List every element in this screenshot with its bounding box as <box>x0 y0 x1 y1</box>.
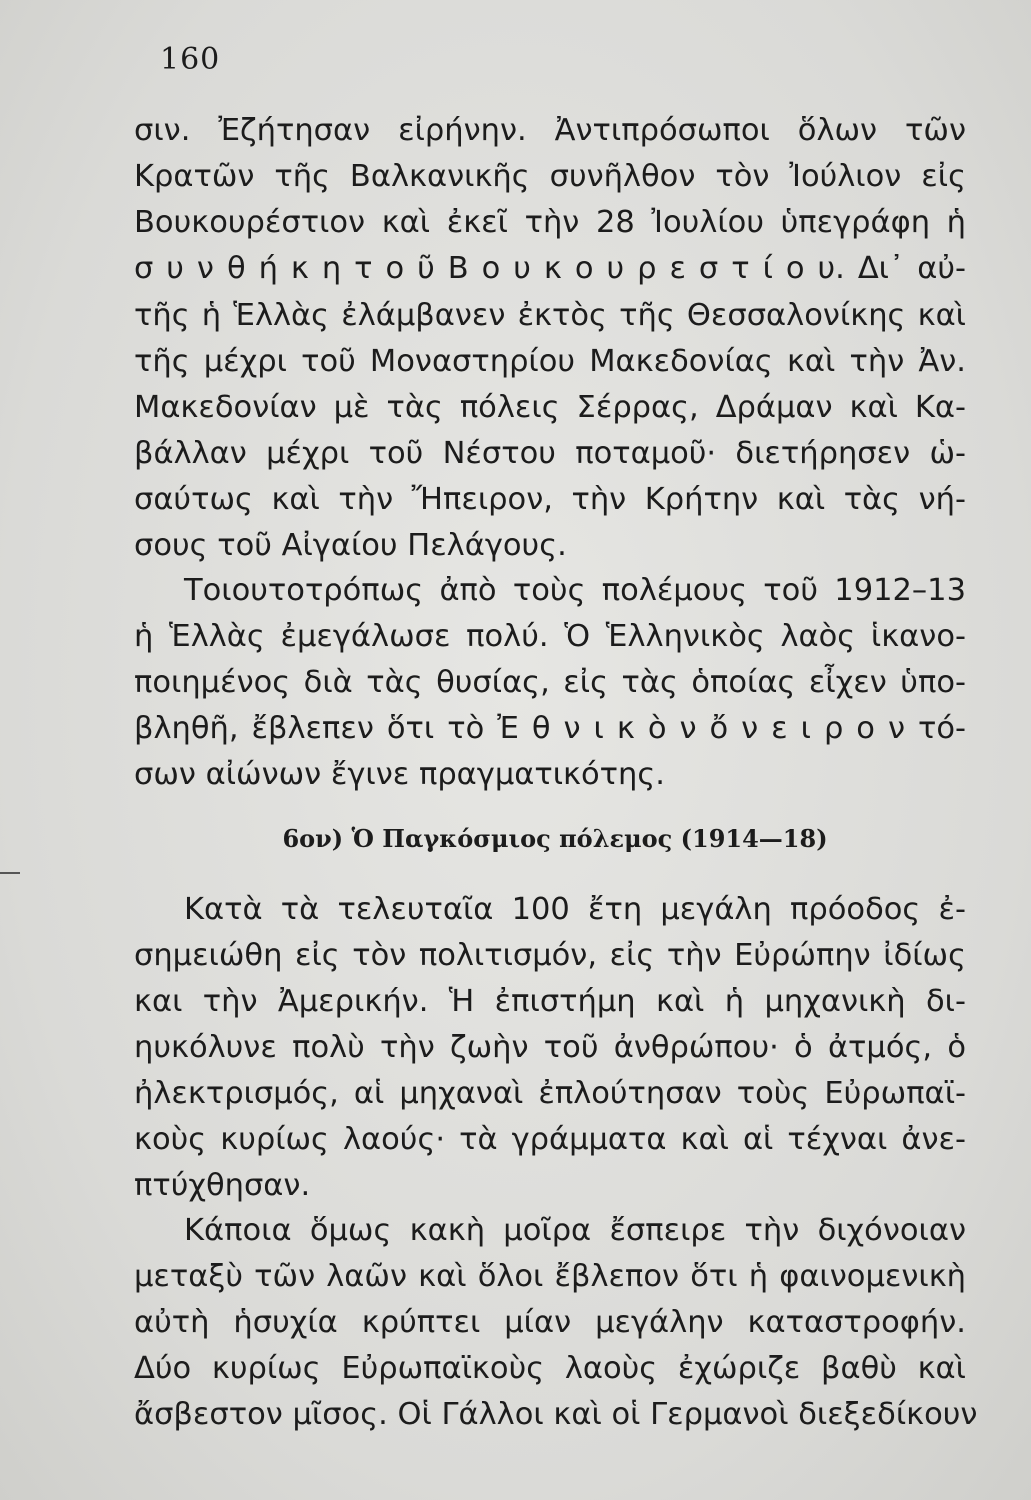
text-line: βληθῆ, ἔβλεπεν ὅτι τὸ Ἐ θ ν ι κ ὸ ν ὄ ν ε ι ρ ο ν τό- <box>134 711 966 746</box>
text-line: βάλλαν μέχρι τοῦ Νέστου ποταμοῦ· διετήρησεν ὡ- <box>134 436 966 471</box>
text-line: κοὺς κυρίως λαούς· τὰ γράμματα καὶ αἱ τέχναι ἀνε- <box>134 1122 966 1157</box>
text-line: τῆς ἡ Ἑλλὰς ἐλάμβανεν ἐκτὸς τῆς Θεσσαλονίκης καὶ <box>134 298 966 333</box>
text-line: Κρατῶν τῆς Βαλκανικῆς συνῆλθον τὸν Ἰούλιον εἰς <box>134 159 966 194</box>
text-line: σημειώθη εἰς τὸν πολιτισμόν, εἰς τὴν Εὐρώπην ἰδίως <box>134 938 966 973</box>
text-line: Δύο κυρίως Εὐρωπαϊκοὺς λαοὺς ἐχώριζε βαθὺ καὶ <box>134 1351 966 1386</box>
text-line: και τὴν Ἀμερικήν. Ἡ ἐπιστήμη καὶ ἡ μηχανικὴ δι- <box>134 984 966 1019</box>
text-line: ἄσβεστον μῖσος. Οἱ Γάλλοι καὶ οἱ Γερμανοὶ διεξεδίκουν <box>134 1397 978 1432</box>
text-line: Κάποια ὅμως κακὴ μοῖρα ἔσπειρε τὴν διχόνοιαν <box>184 1213 966 1248</box>
margin-mark <box>0 872 20 874</box>
text-line: Τοιουτοτρόπως ἀπὸ τοὺς πολέμους τοῦ 1912–13 <box>184 573 966 608</box>
text-line: σ υ ν θ ή κ η τ ο ῦ Β ο υ κ ο υ ρ ε σ τ ί ο υ. Δι᾽ αὐ- <box>134 251 966 286</box>
text-line: σαύτως καὶ τὴν Ἤπειρον, τὴν Κρήτην καὶ τὰς νή- <box>134 482 966 517</box>
text-line: σους τοῦ Αἰγαίου Πελάγους. <box>134 528 567 563</box>
text-line: ἠλεκτρισμός, αἱ μηχαναὶ ἐπλούτησαν τοὺς Εὐρωπαϊ- <box>134 1076 966 1111</box>
text-line: τῆς μέχρι τοῦ Μοναστηρίου Μακεδονίας καὶ τὴν Ἀν. <box>134 344 966 379</box>
text-line: σων αἰώνων ἔγινε πραγματικότης. <box>134 757 665 792</box>
section-heading: 6ον) Ὁ Παγκόσμιος πόλεμος (1914—18) <box>282 824 828 853</box>
text-line: πτύχθησαν. <box>134 1168 311 1203</box>
text-line: ποιημένος διὰ τὰς θυσίας, εἰς τὰς ὁποίας εἶχεν ὑπο- <box>134 665 966 700</box>
text-line: ἡ Ἑλλὰς ἐμεγάλωσε πολύ. Ὁ Ἑλληνικὸς λαὸς ἱκανο- <box>134 619 966 654</box>
text-line: μεταξὺ τῶν λαῶν καὶ ὅλοι ἔβλεπον ὅτι ἡ φαινομενικὴ <box>134 1259 966 1294</box>
page-number: 160 <box>160 42 221 77</box>
text-line: Βουκουρέστιον καὶ ἐκεῖ τὴν 28 Ἰουλίου ὑπεγράφη ἡ <box>134 205 966 240</box>
text-line: Μακεδονίαν μὲ τὰς πόλεις Σέρρας, Δράμαν καὶ Κα- <box>134 390 966 425</box>
text-line: ηυκόλυνε πολὺ τὴν ζωὴν τοῦ ἀνθρώπου· ὁ ἀτμός, ὁ <box>134 1030 966 1065</box>
text-line: Κατὰ τὰ τελευταῖα 100 ἔτη μεγάλη πρόοδος ἐ- <box>184 892 966 927</box>
text-line: σιν. Ἐζήτησαν εἰρήνην. Ἀντιπρόσωποι ὅλων τῶν <box>134 113 966 148</box>
text-line: αὐτὴ ἡσυχία κρύπτει μίαν μεγάλην καταστροφήν. <box>134 1305 966 1340</box>
